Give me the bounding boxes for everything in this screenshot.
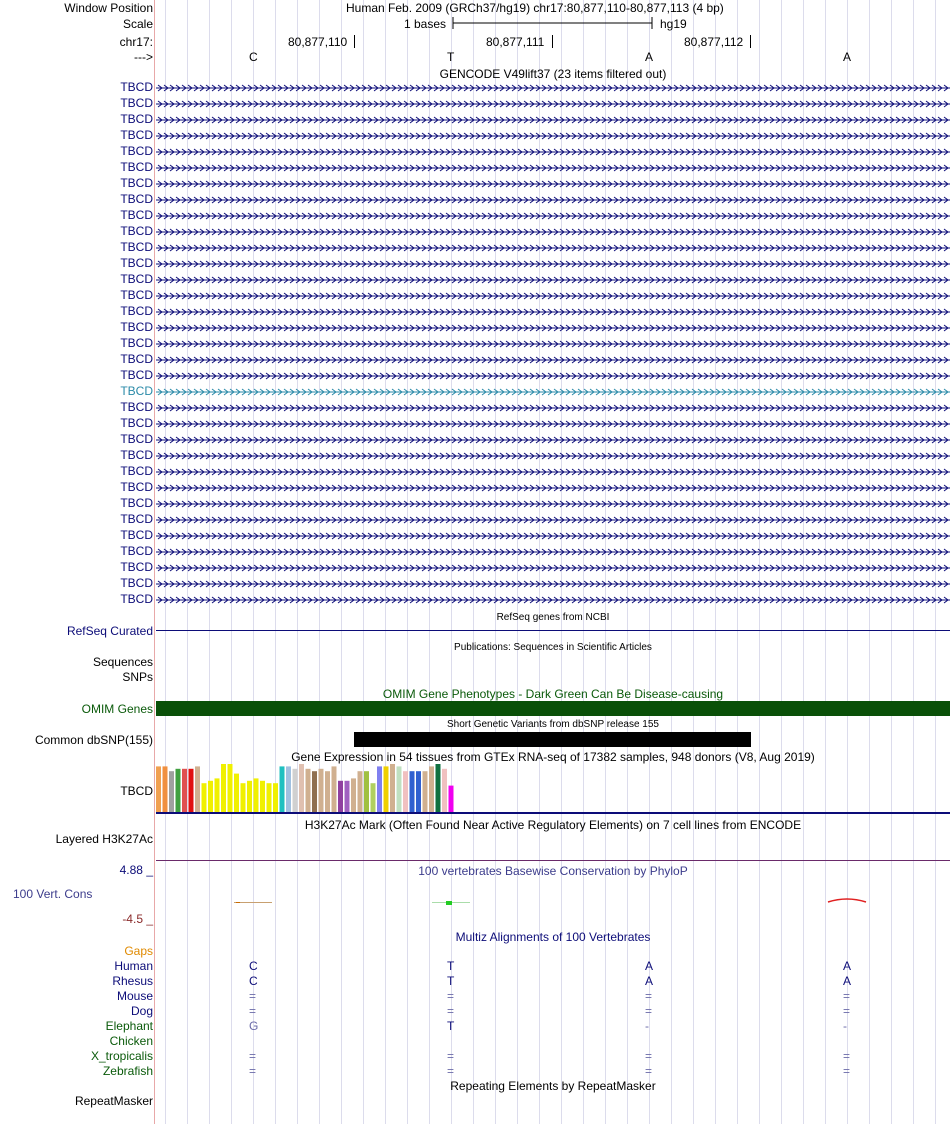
gtex-tissue-bar <box>384 766 389 812</box>
gencode-transcript[interactable] <box>156 547 950 557</box>
alignment-base: = <box>645 1064 653 1078</box>
alignment-base: = <box>843 1004 851 1018</box>
h3k27ac-title[interactable]: H3K27Ac Mark (Often Found Near Active Regulatory Elements) on 7 cell lines from ENCODE <box>304 818 802 832</box>
gencode-gene-label[interactable]: TBCD <box>120 512 153 526</box>
scale-label: Scale <box>122 17 153 31</box>
species-label[interactable]: Chicken <box>109 1034 153 1048</box>
gencode-transcript[interactable] <box>156 195 950 205</box>
refseq-title[interactable]: RefSeq genes from NCBI <box>496 612 610 623</box>
species-label[interactable]: Dog <box>130 1004 153 1018</box>
alignment-base: = <box>843 989 851 1003</box>
alignment-base: C <box>249 959 258 973</box>
gencode-gene-label[interactable]: TBCD <box>120 304 153 318</box>
gtex-tissue-bar <box>397 766 402 812</box>
gencode-title[interactable]: GENCODE V49lift37 (23 items filtered out) <box>439 67 667 81</box>
gencode-transcript[interactable] <box>156 115 950 125</box>
window-position-value[interactable]: Human Feb. 2009 (GRCh37/hg19) chr17:80,877,110-80,877,113 (4 bp) <box>346 1 724 15</box>
gencode-gene-label[interactable]: TBCD <box>120 368 153 382</box>
gtex-tissue-bar <box>358 771 363 812</box>
gencode-transcript[interactable] <box>156 211 950 221</box>
phylop-mark-2b <box>446 901 452 905</box>
gencode-gene-label[interactable]: TBCD <box>120 576 153 590</box>
gencode-transcript[interactable] <box>156 323 950 333</box>
gtex-tissue-bar <box>189 769 194 812</box>
gtex-tissue-bar <box>390 764 395 812</box>
gtex-tissue-bar <box>234 774 239 812</box>
gtex-tissue-bar <box>254 778 259 812</box>
gtex-tissue-bar <box>436 764 441 812</box>
gencode-transcript[interactable] <box>156 467 950 477</box>
gencode-transcript[interactable] <box>156 419 950 429</box>
gtex-tissue-bar <box>293 769 298 812</box>
repeatmasker-label[interactable]: RepeatMasker <box>74 1094 153 1108</box>
alignment-base: = <box>645 1004 653 1018</box>
gtex-tissue-bar <box>351 778 356 812</box>
refseq-line[interactable] <box>156 630 950 631</box>
gencode-transcript[interactable] <box>156 179 950 189</box>
dbsnp-label[interactable]: Common dbSNP(155) <box>34 733 153 747</box>
gencode-transcript[interactable] <box>156 515 950 525</box>
gtex-tissue-bar <box>247 781 252 812</box>
base-3: A <box>645 50 654 64</box>
gtex-tissue-bar <box>410 771 415 812</box>
phylop-title[interactable]: 100 vertebrates Basewise Conservation by PhyloP <box>418 864 688 878</box>
gtex-title[interactable]: Gene Expression in 54 tissues from GTEx RNA-seq of 17382 samples, 948 donors (V8, Aug 2019) <box>291 750 815 764</box>
multiz-title[interactable]: Multiz Alignments of 100 Vertebrates <box>455 930 651 944</box>
omim-title[interactable]: OMIM Gene Phenotypes - Dark Green Can Be Disease-causing <box>382 687 724 701</box>
gtex-tissue-bar <box>449 786 454 812</box>
omim-bar[interactable] <box>156 701 950 716</box>
gtex-tissue-bar <box>423 771 428 812</box>
gtex-bar-chart[interactable] <box>156 762 556 812</box>
gencode-gene-label[interactable]: TBCD <box>120 464 153 478</box>
gencode-gene-label[interactable]: TBCD <box>120 528 153 542</box>
gtex-tissue-bar <box>228 764 233 812</box>
position-tick-1: 80,877,110 <box>288 35 348 49</box>
gtex-tissue-bar <box>442 769 447 812</box>
gencode-gene-label[interactable]: TBCD <box>120 288 153 302</box>
gencode-gene-label[interactable]: TBCD <box>120 352 153 366</box>
gencode-gene-label[interactable]: TBCD <box>120 224 153 238</box>
gencode-transcript[interactable] <box>156 387 950 397</box>
gtex-tissue-bar <box>429 766 434 812</box>
gtex-tissue-bar <box>325 771 330 812</box>
strand-label: ---> <box>134 50 153 64</box>
gtex-tissue-bar <box>319 769 324 812</box>
scale-value: 1 bases <box>404 17 447 31</box>
gtex-tissue-bar <box>403 771 408 812</box>
gencode-gene-label[interactable]: TBCD <box>120 128 153 142</box>
alignment-base: T <box>447 1019 455 1033</box>
phylop-label[interactable]: 100 Vert. Cons <box>13 887 93 901</box>
gencode-transcript[interactable] <box>156 595 950 605</box>
gaps-label[interactable]: Gaps <box>124 944 153 958</box>
dbsnp-variant-bar[interactable] <box>354 732 751 747</box>
gencode-gene-label[interactable]: TBCD <box>120 416 153 430</box>
gencode-transcript[interactable] <box>156 355 950 365</box>
gtex-tissue-bar <box>195 766 200 812</box>
scale-assembly: hg19 <box>660 17 687 31</box>
gencode-gene-label[interactable]: TBCD <box>120 192 153 206</box>
gencode-transcript[interactable] <box>156 291 950 301</box>
gencode-gene-label[interactable]: TBCD <box>120 80 153 94</box>
alignment-base: C <box>249 974 258 988</box>
window-position-label: Window Position <box>64 1 153 15</box>
gtex-tissue-bar <box>312 771 317 812</box>
alignment-base: = <box>249 1049 257 1063</box>
gtex-tissue-bar <box>345 781 350 812</box>
alignment-base: = <box>645 1049 653 1063</box>
alignment-base: A <box>645 959 654 973</box>
gtex-tissue-bar <box>267 783 272 812</box>
dbsnp-title[interactable]: Short Genetic Variants from dbSNP release 155 <box>447 719 659 730</box>
gencode-transcript[interactable] <box>156 163 950 173</box>
alignment-base: G <box>249 1019 259 1033</box>
gencode-transcript[interactable] <box>156 435 950 445</box>
gencode-gene-label[interactable]: TBCD <box>120 144 153 158</box>
alignment-base: = <box>249 1004 257 1018</box>
gtex-tissue-bar <box>280 766 285 812</box>
gencode-gene-label[interactable]: TBCD <box>120 96 153 110</box>
alignment-base: = <box>249 989 257 1003</box>
gtex-tissue-bar <box>156 766 161 812</box>
gencode-gene-label[interactable]: TBCD <box>120 480 153 494</box>
repeatmasker-title[interactable]: Repeating Elements by RepeatMasker <box>450 1079 656 1093</box>
gencode-transcript[interactable] <box>156 147 950 157</box>
gencode-transcript[interactable] <box>156 131 950 141</box>
gencode-transcript[interactable] <box>156 99 950 109</box>
scale-bar <box>452 16 654 30</box>
species-label[interactable]: Rhesus <box>112 974 153 988</box>
gencode-transcript[interactable] <box>156 83 950 93</box>
gtex-tissue-bar <box>208 781 213 812</box>
base-4: A <box>843 50 852 64</box>
gtex-tissue-bar <box>299 764 304 812</box>
sequences-label[interactable]: Sequences <box>92 655 153 669</box>
gencode-gene-label[interactable]: TBCD <box>120 560 153 574</box>
gencode-gene-label[interactable]: TBCD <box>120 160 153 174</box>
gencode-transcript[interactable] <box>156 563 950 573</box>
alignment-base: - <box>645 1019 649 1033</box>
gtex-tissue-bar <box>306 769 311 812</box>
gencode-gene-label[interactable]: TBCD <box>120 448 153 462</box>
phylop-signal[interactable] <box>156 895 950 909</box>
gtex-tissue-bar <box>371 783 376 812</box>
gtex-tissue-bar <box>215 778 220 812</box>
gtex-tissue-bar <box>163 766 168 812</box>
gencode-gene-label[interactable]: TBCD <box>120 544 153 558</box>
h3k27ac-baseline <box>156 860 950 861</box>
gtex-tissue-bar <box>273 783 278 812</box>
gencode-transcript[interactable] <box>156 499 950 509</box>
base-1: C <box>249 50 258 64</box>
gencode-transcript[interactable] <box>156 403 950 413</box>
alignment-base: = <box>447 1064 455 1078</box>
refseq-label[interactable]: RefSeq Curated <box>66 624 153 638</box>
gencode-transcript[interactable] <box>156 531 950 541</box>
alignment-base: = <box>843 1049 851 1063</box>
gtex-tissue-bar <box>364 771 369 812</box>
phylop-ymin: -4.5 _ <box>122 912 153 926</box>
h3k27ac-label[interactable]: Layered H3K27Ac <box>55 832 153 846</box>
alignment-base: = <box>447 989 455 1003</box>
alignment-base: = <box>843 1064 851 1078</box>
gtex-tissue-bar <box>169 771 174 812</box>
gencode-gene-label[interactable]: TBCD <box>120 320 153 334</box>
gencode-gene-label[interactable]: TBCD <box>120 176 153 190</box>
omim-label[interactable]: OMIM Genes <box>81 702 153 716</box>
species-label[interactable]: Zebrafish <box>102 1064 153 1078</box>
gencode-gene-label[interactable]: TBCD <box>120 336 153 350</box>
gencode-transcript[interactable] <box>156 259 950 269</box>
gencode-gene-label[interactable]: TBCD <box>120 256 153 270</box>
gencode-transcript[interactable] <box>156 307 950 317</box>
gencode-gene-label[interactable]: TBCD <box>120 592 153 606</box>
gencode-gene-label[interactable]: TBCD <box>120 496 153 510</box>
species-label[interactable]: Elephant <box>105 1019 153 1033</box>
gencode-transcript[interactable] <box>156 579 950 589</box>
gtex-tissue-bar <box>338 781 343 812</box>
gencode-transcript[interactable] <box>156 243 950 253</box>
gencode-gene-label[interactable]: TBCD <box>120 432 153 446</box>
gencode-transcript[interactable] <box>156 275 950 285</box>
position-tick-marks <box>0 34 950 50</box>
gtex-tissue-bar <box>182 769 187 812</box>
gencode-transcript[interactable] <box>156 483 950 493</box>
base-2: T <box>447 50 455 64</box>
gtex-label[interactable]: TBCD <box>120 784 153 798</box>
alignment-base: = <box>447 1049 455 1063</box>
gencode-transcript[interactable] <box>156 339 950 349</box>
gencode-transcript[interactable] <box>156 227 950 237</box>
position-tick-2: 80,877,111 <box>486 35 545 49</box>
species-label[interactable]: Human <box>114 959 153 973</box>
gencode-gene-label[interactable]: TBCD <box>120 112 153 126</box>
gencode-gene-label[interactable]: TBCD <box>120 384 153 398</box>
alignment-base: A <box>645 974 654 988</box>
species-label[interactable]: Mouse <box>116 989 153 1003</box>
alignment-base: = <box>645 989 653 1003</box>
gencode-transcript[interactable] <box>156 451 950 461</box>
gtex-tissue-bar <box>377 766 382 812</box>
publications-title[interactable]: Publications: Sequences in Scientific Articles <box>454 642 652 653</box>
gtex-baseline <box>156 812 950 814</box>
gencode-gene-label[interactable]: TBCD <box>120 240 153 254</box>
chrom-label: chr17: <box>119 35 153 49</box>
phylop-mark-1b <box>236 902 240 903</box>
gtex-tissue-bar <box>176 769 181 812</box>
snps-label[interactable]: SNPs <box>122 670 153 684</box>
alignment-base: - <box>843 1019 847 1033</box>
species-label[interactable]: X_tropicalis <box>90 1049 153 1063</box>
alignment-base: = <box>249 1064 257 1078</box>
gtex-tissue-bar <box>286 766 291 812</box>
gtex-tissue-bar <box>202 783 207 812</box>
gencode-gene-label[interactable]: TBCD <box>120 400 153 414</box>
gencode-gene-label[interactable]: TBCD <box>120 272 153 286</box>
phylop-mark-3 <box>828 899 866 902</box>
gtex-tissue-bar <box>241 783 246 812</box>
gtex-tissue-bar <box>416 771 421 812</box>
position-tick-3: 80,877,112 <box>684 35 744 49</box>
gtex-tissue-bar <box>332 766 337 812</box>
gtex-tissue-bar <box>221 764 226 812</box>
phylop-ymax: 4.88 _ <box>119 863 153 877</box>
alignment-base: = <box>447 1004 455 1018</box>
alignment-base: A <box>843 959 852 973</box>
gencode-gene-label[interactable]: TBCD <box>120 208 153 222</box>
gtex-tissue-bar <box>260 781 265 812</box>
alignment-base: T <box>447 974 455 988</box>
alignment-base: T <box>447 959 455 973</box>
alignment-base: A <box>843 974 852 988</box>
gencode-transcript[interactable] <box>156 371 950 381</box>
